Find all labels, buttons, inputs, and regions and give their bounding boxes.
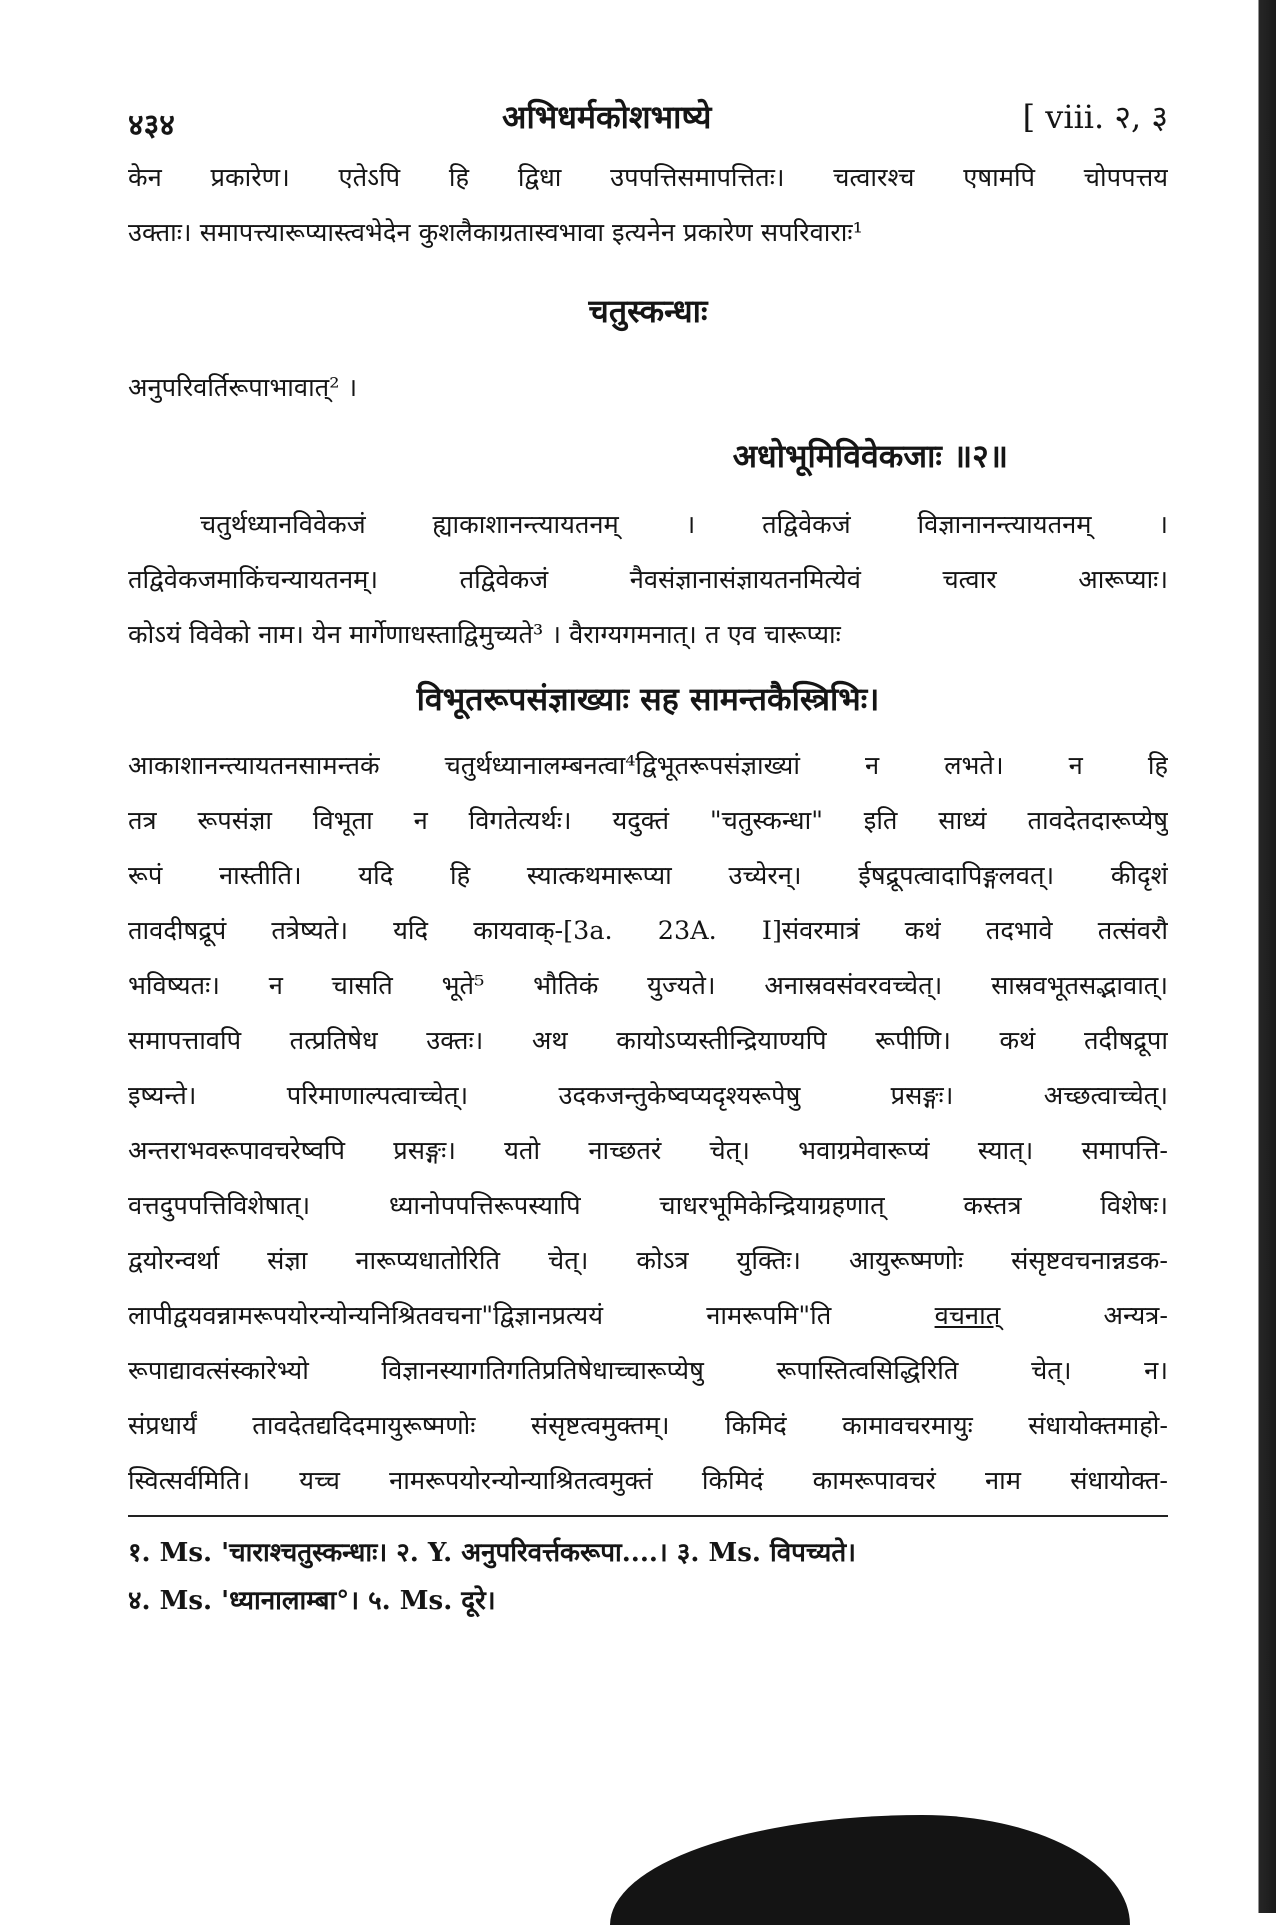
- footnote-line: १. Ms. 'चाराश्चतुस्कन्धाः। २. Y. अनुपरिवर्त्तकरूपा....। ३. Ms. विपच्यते।: [128, 1538, 856, 1568]
- text-line: [128, 1289, 1168, 1344]
- verse-heading: चतुस्कन्धाः: [588, 292, 708, 330]
- text-line: अन्तराभवरूपावचरेष्वपि प्रसङ्गः। यतो नाच्छतरं चेत्। भवाग्रमेवारूप्यं स्यात्। समापत्ति-: [128, 1136, 1168, 1166]
- page-content: [128, 95, 1168, 1625]
- text-line: वत्तदुपपत्तिविशेषात्। ध्यानोपपत्तिरूपस्यापि चाधरभूमिकेन्द्रियाग्रहणात् कस्तत्र विशेषः।: [128, 1191, 1168, 1221]
- text-line: कोऽयं विवेको नाम। येन मार्गेणाधस्ताद्विमुच्यते³ । वैराग्यगमनात्। त एव चारूप्याः: [128, 620, 841, 650]
- verse-heading: अधोभूमिविवेकजाः ॥२॥: [732, 437, 1008, 475]
- page-edge-shadow: [1250, 0, 1276, 1913]
- text-line: उक्ताः। समापत्त्यारूप्यास्त्वभेदेन कुशलैकाग्रतास्वभावा इत्यनेन प्रकारेण सपरिवाराः¹: [128, 218, 863, 248]
- text-line: चतुर्थध्यानविवेकजं ह्याकाशानन्त्यायतनम् । तद्विवेकजं विज्ञानानन्त्यायतनम् ।: [200, 510, 1168, 540]
- text-line: तत्र रूपसंज्ञा विभूता न विगतेत्यर्थः। यदुक्तं "चतुस्कन्धा" इति साध्यं तावदेतदारूप्येषु: [128, 806, 1168, 836]
- text-line: रूपं नास्तीति। यदि हि स्यात्कथमारूप्या उच्येरन्। ईषद्रूपत्वादापिङ्गलवत्। कीदृशं: [128, 861, 1168, 891]
- text-line: केन प्रकारेण। एतेऽपि हि द्विधा उपपत्तिसमापत्तितः। चत्वारश्च एषामपि चोपपत्तय: [128, 163, 1168, 193]
- text-line: समापत्तावपि तत्प्रतिषेध उक्तः। अथ कायोऽप्यस्तीन्द्रियाण्यपि रूपीणि। कथं तदीषद्रूपा: [128, 1026, 1168, 1056]
- page-header: [128, 95, 1168, 151]
- text-line: तावदीषद्रूपं तत्रेष्यते। यदि कायवाक्-[3a. 23A. I]संवरमात्रं कथं तदभावे तत्संवरौ: [128, 916, 1168, 946]
- text-segment: लापीद्वयवन्नामरूपयोरन्योन्यनिश्रितवचना"द्विज्ञानप्रत्ययं नामरूपमि"ति: [128, 1301, 832, 1331]
- text-line: स्वित्सर्वमिति। यच्च नामरूपयोरन्योन्याश्रितत्वमुक्तं किमिदं कामरूपावचरं नाम संधायोक्त-: [128, 1466, 1168, 1496]
- running-title: अभिधर्मकोशभाष्ये: [502, 98, 712, 136]
- page-number: ४३४: [128, 108, 175, 143]
- section-reference: [ viii. २, ३: [1022, 98, 1168, 136]
- text-line: अनुपरिवर्तिरूपाभावात्² ।: [128, 373, 358, 403]
- verse-heading: विभूतरूपसंज्ञाख्याः सह सामन्तकैस्त्रिभिः।: [416, 680, 880, 718]
- text-line: संप्रधार्यं तावदेतद्यदिदमायुरूष्मणोः संसृष्टत्वमुक्तम्। किमिदं कामावचरमायुः संधायोक्तमाहो-: [128, 1411, 1168, 1441]
- underlined-word: वचनात्: [934, 1301, 1001, 1331]
- text-line: भविष्यतः। न चासति भूते⁵ भौतिकं युज्यते। अनास्रवसंवरवच्चेत्। सास्रवभूतसद्भावात्।: [128, 971, 1168, 1001]
- text-line: इष्यन्ते। परिमाणाल्पत्वाच्चेत्। उदकजन्तुकेष्वप्यदृश्यरूपेषु प्रसङ्गः। अच्छत्वाच्चेत्।: [128, 1081, 1168, 1111]
- footnote-rule: [128, 1515, 1168, 1517]
- text-line: आकाशानन्त्यायतनसामन्तकं चतुर्थध्यानालम्बनत्वा⁴द्विभूतरूपसंज्ञाख्यां न लभते। न हि: [128, 751, 1168, 781]
- text-line: रूपाद्यावत्संस्कारेभ्यो विज्ञानस्यागतिगतिप्रतिषेधाच्चारूप्येषु रूपास्तित्वसिद्धिरिति चेत्। न।: [128, 1356, 1168, 1386]
- text-segment: अन्यत्र-: [1103, 1301, 1168, 1331]
- text-line: द्वयोरन्वर्था संज्ञा नारूप्यधातोरिति चेत्। कोऽत्र युक्तिः। आयुरूष्मणोः संसृष्टवचनान्नडक-: [128, 1246, 1168, 1276]
- scan-shadow: [610, 1815, 1130, 1925]
- footnote-line: ४. Ms. 'ध्यानालाम्बा°। ५. Ms. दूरे।: [128, 1586, 496, 1616]
- text-line: तद्विवेकजमाकिंचन्यायतनम्। तद्विवेकजं नैवसंज्ञानासंज्ञायतनमित्येवं चत्वार आरूप्याः।: [128, 565, 1168, 595]
